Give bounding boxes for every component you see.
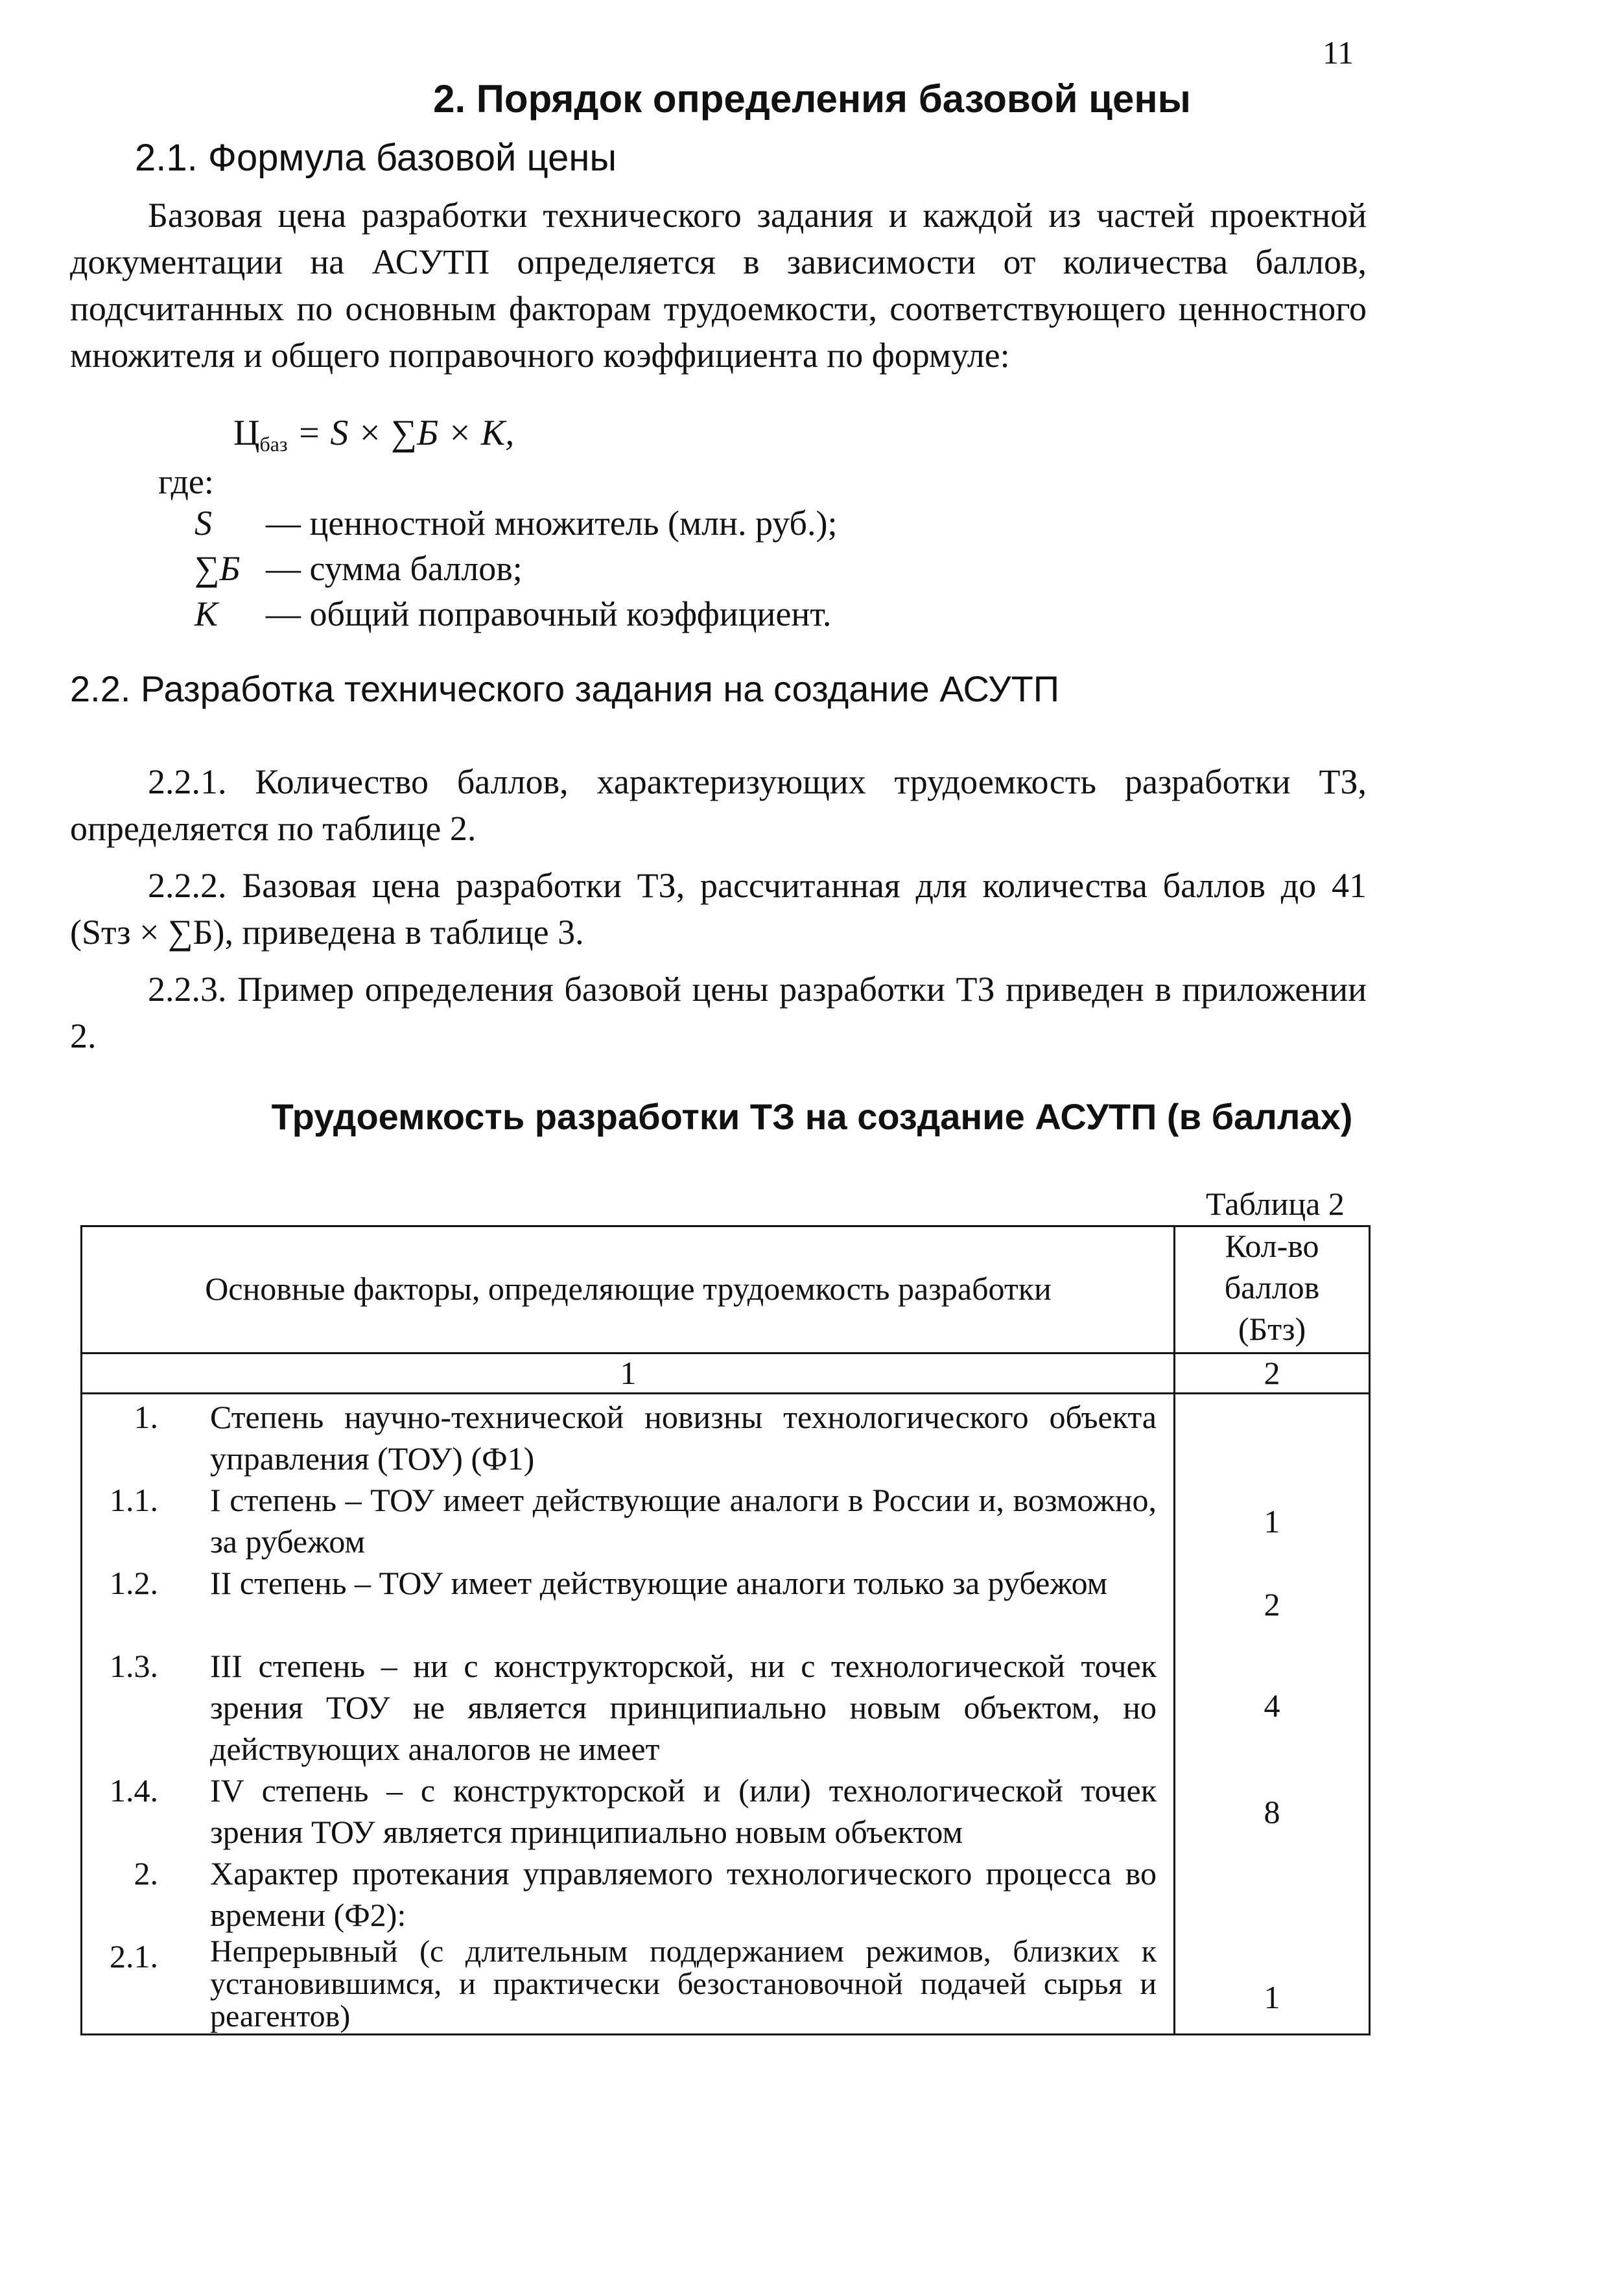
table-row-number: 1.2. [110,1565,158,1601]
table-row-number: 1.1. [110,1482,158,1518]
intro-paragraph: Базовая цена разработки технического задания и каждой из частей проектной документации на АСУТП определяется в зависимости от количества баллов, подсчитанных по основным факторам трудоемкости, соответствующего ценностного множителя и общего поправочного коэффициента по формуле: [70,196,1367,375]
formula-lhs-subscript: баз [259,432,288,456]
table-row-text: Степень научно-технической новизны технологического объекта управления (ТОУ) (Ф1) [210,1399,1157,1477]
table-row-value: 1 [1264,1979,1280,2015]
table-row-number: 1.3. [110,1648,158,1684]
paragraph-2-2-1: 2.2.1. Количество баллов, характеризующих трудоемкость разработки ТЗ, определяется по таблице 2. [70,762,1367,848]
table-row-text: III степень – ни с конструкторской, ни с технологической точек зрения ТОУ не является принципиально новым объектом, но действующих аналогов не имеет [210,1648,1157,1767]
definition-row [194,594,831,634]
table-header-points [1176,1225,1368,1350]
table-row-number: 1. [134,1399,158,1435]
paragraph-2-2-3: 2.2.3. Пример определения базовой цены разработки ТЗ приведен в приложении 2. [70,970,1367,1055]
paragraph-2-2-2: 2.2.2. Базовая цена разработки ТЗ, рассчитанная для количества баллов до 41 (Sтз × ∑Б), приведена в таблице 3. [70,866,1367,952]
subsection-heading-2-2: 2.2. Разработка технического задания на создание АСУТП [70,668,1060,709]
table-row-number: 2.1. [110,1938,158,1974]
table-header-factors: Основные факторы, определяющие трудоемкость разработки [205,1271,1052,1307]
table-caption: Таблица 2 [1206,1186,1345,1222]
definition-row [194,503,837,543]
table-border-right [1369,1225,1371,2035]
table-header-points-line: (Бтз) [1238,1311,1306,1347]
where-label: где: [158,462,214,501]
table-row-value: 1 [1264,1503,1280,1540]
table-row-text: Непрерывный (с длительным поддержанием режимов, близких к установившимся, и практически безостановочной подачей сырья и реагентов) [210,1934,1157,2033]
table-row-number: 2. [134,1855,158,1892]
table-header-points-line: баллов [1224,1269,1320,1306]
table-row-text: II степень – ТОУ имеет действующие аналоги только за рубежом [210,1565,1108,1601]
definition-symbol: ∑Б [194,549,241,588]
definition-text: — ценностной множитель (млн. руб.); [266,504,838,543]
definition-text: — общий поправочный коэффициент. [266,594,832,633]
table-row-text: Характер протекания управляемого технологического процесса во времени (Ф2): [210,1855,1157,1933]
page-number: 11 [1323,34,1354,71]
table-header-points-line: Кол-во [1225,1228,1319,1264]
table-title: Трудоемкость разработки ТЗ на создание АСУТП (в баллах) [271,1096,1353,1137]
table-row-value: 8 [1264,1794,1280,1830]
formula-rhs: = S × ∑Б × K, [296,413,515,453]
table-border-bottom [80,2033,1371,2035]
base-price-formula [233,412,514,456]
table-row-number: 1.4. [110,1772,158,1809]
factors-table [80,1225,1371,2035]
table-index-col1: 1 [620,1355,637,1391]
table-column-divider [1173,1225,1175,2035]
table-index-col2: 2 [1264,1355,1280,1391]
definition-symbol: K [194,594,218,633]
definition-row [194,548,523,589]
table-border-left [80,1225,82,2035]
section-title: 2. Порядок определения базовой цены [433,77,1191,121]
definition-symbol: S [194,504,212,543]
table-row-value: 4 [1264,1687,1280,1724]
formula-lhs: Ц [233,413,260,453]
table-row-value: 2 [1264,1586,1280,1623]
definition-text: — сумма баллов; [266,549,523,588]
table-row-text: I степень – ТОУ имеет действующие аналоги в России и, возможно, за рубежом [210,1482,1157,1560]
subsection-heading-2-1: 2.1. Формула базовой цены [135,137,617,179]
table-row-text: IV степень – с конструкторской и (или) технологической точек зрения ТОУ является принципиально новым объектом [210,1772,1157,1850]
